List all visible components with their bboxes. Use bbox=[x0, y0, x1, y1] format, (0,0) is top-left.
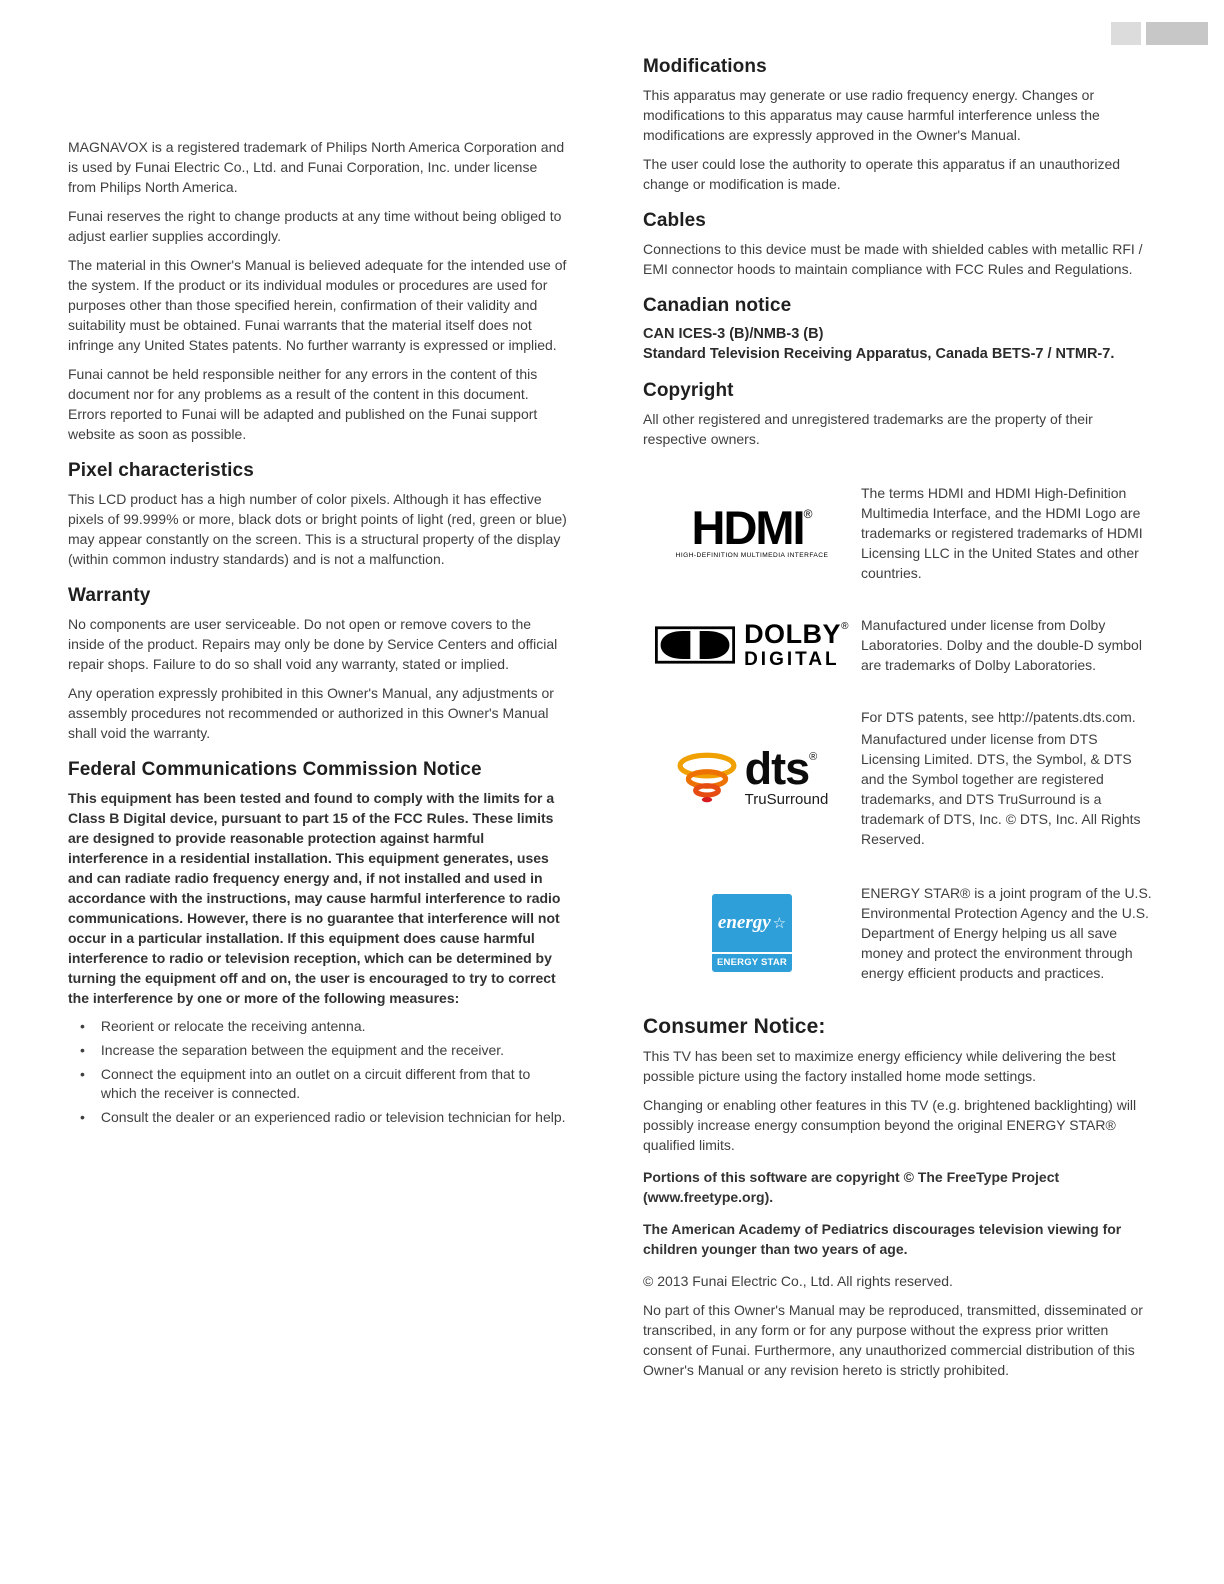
hdmi-license-text: The terms HDMI and HDMI High-Definition Multimedia Interface, and the HDMI Logo are trademarks or registered trademarks of HDMI Licensing LLC in the United States and other countries. bbox=[861, 485, 1143, 581]
cables-paragraph: Connections to this device must be made with shielded cables with metallic RFI / EMI connector hoods to maintain compliance with FCC Rules and Regulations. bbox=[643, 241, 1143, 277]
pixel-characteristics-paragraph: This LCD product has a high number of color pixels. Although it has effective pixels of 99.999% or more, black dots or bright points of light (red, green or blue) may appear constantly on the screen. This is a structural property of the display (within common industry standards) and is not a malfunction. bbox=[68, 491, 567, 567]
dolby-logo-icon bbox=[655, 621, 849, 669]
warranty-paragraph-1: No components are user serviceable. Do not open or remove covers to the inside of the product. Repairs may only be done by Service Centers and official repair shops. Failure to do so shall void any warranty, stated or implied. bbox=[68, 616, 558, 672]
canadian-notice-line-1: CAN ICES-3 (B)/NMB-3 (B) bbox=[643, 326, 824, 342]
product-change-paragraph: Funai reserves the right to change products at any time without being obliged to adjust earlier supplies accordingly. bbox=[68, 208, 562, 244]
reproduction-prohibited-paragraph: No part of this Owner's Manual may be reproduced, transmitted, disseminated or transcribed, in any form or for any purpose without the express prior written consent of Funai. Furthermore, any unauthorized commercial distribution of this Owner's Manual or any revision hereto is strictly prohibited. bbox=[643, 1302, 1143, 1378]
bullet-text: Reorient or relocate the receiving antenna. bbox=[100, 1018, 366, 1034]
bullet-text: Connect the equipment into an outlet on a circuit different from that to which the receiver is connected. bbox=[100, 1066, 531, 1101]
hdmi-logo bbox=[643, 500, 861, 560]
logo-section bbox=[643, 483, 1158, 983]
page-corner-marks bbox=[1111, 22, 1208, 45]
bullet-icon: • bbox=[80, 1109, 85, 1125]
canadian-notice-line-2: Standard Television Receiving Apparatus, Canada BETS-7 / NTMR-7. bbox=[643, 346, 1115, 362]
pediatrics-paragraph: The American Academy of Pediatrics discourages television viewing for children younger than two years of age. bbox=[643, 1221, 1122, 1257]
dts-wordmark bbox=[744, 742, 829, 809]
energy-star-row bbox=[643, 883, 1158, 983]
warranty-heading: Warranty bbox=[68, 585, 151, 606]
registered-mark-icon: ® bbox=[803, 506, 813, 521]
pixel-characteristics-heading: Pixel characteristics bbox=[68, 460, 254, 481]
warranty-paragraph-2: Any operation expressly prohibited in this Owner's Manual, any adjustments or assembly procedures not recommended or authorized in this Owner's Manual shall void the warranty. bbox=[68, 685, 554, 741]
hdmi-logo-icon bbox=[675, 500, 829, 560]
dolby-word-line2: DIGITAL bbox=[744, 649, 840, 670]
bullet-icon: • bbox=[80, 1066, 85, 1082]
errors-paragraph: Funai cannot be held responsible neither for any errors in the content of this document nor for any problems as a result of the content in this document. Errors reported to Funai will be adapted and published on the Funai support website as soon as possible. bbox=[68, 366, 538, 442]
copyright-heading: Copyright bbox=[643, 380, 734, 401]
dts-swirl-icon bbox=[676, 748, 738, 810]
copyright-paragraph: All other registered and unregistered trademarks are the property of their respective owners. bbox=[643, 411, 1093, 447]
consumer-notice-paragraph-1: This TV has been set to maximize energy efficiency while delivering the best possible picture using the factory installed home mode settings. bbox=[643, 1048, 1116, 1084]
modifications-heading: Modifications bbox=[643, 56, 767, 77]
dts-row bbox=[643, 707, 1158, 851]
dts-word-line bbox=[744, 742, 829, 794]
corner-mark-light bbox=[1111, 22, 1141, 45]
dolby-word-text: DOLBY bbox=[744, 619, 842, 649]
bullet-text: Consult the dealer or an experienced radio or television technician for help. bbox=[100, 1109, 566, 1125]
right-column bbox=[643, 0, 1158, 1389]
fcc-measures-list bbox=[68, 1017, 568, 1127]
canadian-notice-heading: Canadian notice bbox=[643, 295, 792, 316]
dts-logo bbox=[643, 742, 861, 810]
bullet-text: Increase the separation between the equipment and the receiver. bbox=[100, 1042, 505, 1058]
energy-star-band-label: ENERGY STAR bbox=[712, 952, 792, 972]
hdmi-wordmark bbox=[676, 500, 829, 554]
bullet-icon: • bbox=[80, 1042, 85, 1058]
registered-mark-icon: ® bbox=[809, 750, 818, 763]
hdmi-wordmark-text: HDMI bbox=[691, 500, 804, 554]
left-column bbox=[68, 0, 568, 1389]
rights-reserved-line: © 2013 Funai Electric Co., Ltd. All rights reserved. bbox=[643, 1273, 953, 1289]
dts-license-text-block bbox=[861, 707, 1158, 851]
bullet-icon: • bbox=[80, 1018, 85, 1034]
cables-heading: Cables bbox=[643, 210, 706, 231]
dolby-logo bbox=[643, 621, 861, 669]
dolby-wordmark bbox=[744, 621, 849, 669]
dts-license-text: Manufactured under license from DTS Licensing Limited. DTS, the Symbol, & DTS and the Symbol together are registered trademarks, and DTS TruSurround is a trademark of DTS, Inc. © DTS, Inc. All Rights Reserved. bbox=[861, 731, 1141, 847]
energy-star-logo-icon bbox=[712, 894, 792, 972]
material-paragraph: The material in this Owner's Manual is believed adequate for the intended use of the system. If the product or its individual modules or procedures are used for purposes other than those specified herein, confirmation of their validity and suitability must be obtained. Funai warrants that the material itself does not infringe any United States patents. No further warranty is expressed or implied. bbox=[68, 257, 567, 353]
consumer-notice-heading: Consumer Notice: bbox=[643, 1015, 826, 1038]
energy-star-program-text: ENERGY STAR® is a joint program of the U.S. Environmental Protection Agency and the U.S. Department of Energy helping us all save money and protect the environment through energy efficient products and practices. bbox=[861, 885, 1152, 981]
list-item bbox=[68, 1041, 568, 1060]
energy-star-top bbox=[712, 894, 792, 952]
fcc-notice-paragraph: This equipment has been tested and found to comply with the limits for a Class B Digital device, pursuant to part 15 of the FCC Rules. These limits are designed to provide reasonable protection against harmful interference in a residential installation. This equipment generates, uses and can radiate radio frequency energy and, if not installed and used in accordance with the instructions, may cause harmful interference to radio communications. However, there is no guarantee that interference will not occur in a particular installation. If this equipment does cause harmful interference to radio or television reception, which can be determined by turning the equipment off and on, the user is encouraged to try to correct the interference by one or more of the following measures: bbox=[68, 790, 561, 1006]
registered-mark-icon: ® bbox=[841, 621, 849, 632]
fcc-notice-heading: Federal Communications Commission Notice bbox=[68, 759, 482, 780]
consumer-notice-paragraph-2: Changing or enabling other features in this TV (e.g. brightened backlighting) will possibly increase energy consumption beyond the original ENERGY STAR® qualified limits. bbox=[643, 1097, 1137, 1153]
dolby-row bbox=[643, 615, 1158, 675]
hdmi-tagline: HIGH-DEFINITION MULTIMEDIA INTERFACE bbox=[675, 552, 829, 560]
dts-patents-text: For DTS patents, see http://patents.dts.com. bbox=[861, 709, 1136, 725]
trademark-paragraph: MAGNAVOX is a registered trademark of Philips North America Corporation and is used by Funai Electric Co., Ltd. and Funai Corporation, Inc. under license from Philips North America. bbox=[68, 139, 565, 195]
modifications-paragraph-2: The user could lose the authority to operate this apparatus if an unauthorized change or modification is made. bbox=[643, 156, 1121, 192]
modifications-paragraph-1: This apparatus may generate or use radio frequency energy. Changes or modifications to this apparatus may cause harmful interference unless the modifications are expressly approved in the Owner's Manual. bbox=[643, 87, 1100, 143]
star-icon: ☆ bbox=[772, 915, 787, 932]
energy-star-logo bbox=[643, 894, 861, 972]
hdmi-row bbox=[643, 483, 1158, 583]
dts-word-text: dts bbox=[744, 742, 810, 794]
list-item bbox=[68, 1017, 568, 1036]
dolby-double-d-icon bbox=[655, 626, 735, 664]
list-item bbox=[68, 1108, 568, 1127]
dts-trusurround-label: TruSurround bbox=[744, 791, 829, 809]
column-gap bbox=[568, 0, 643, 1389]
list-item bbox=[68, 1065, 568, 1103]
dolby-word-line1 bbox=[744, 621, 849, 648]
corner-mark-dark bbox=[1146, 22, 1208, 45]
dts-logo-icon bbox=[676, 742, 829, 810]
energy-script-text: energy bbox=[717, 912, 771, 933]
dolby-license-text: Manufactured under license from Dolby Laboratories. Dolby and the double-D symbol are trademarks of Dolby Laboratories. bbox=[861, 617, 1142, 673]
freetype-copyright-paragraph: Portions of this software are copyright © The FreeType Project (www.freetype.org). bbox=[643, 1169, 1060, 1205]
